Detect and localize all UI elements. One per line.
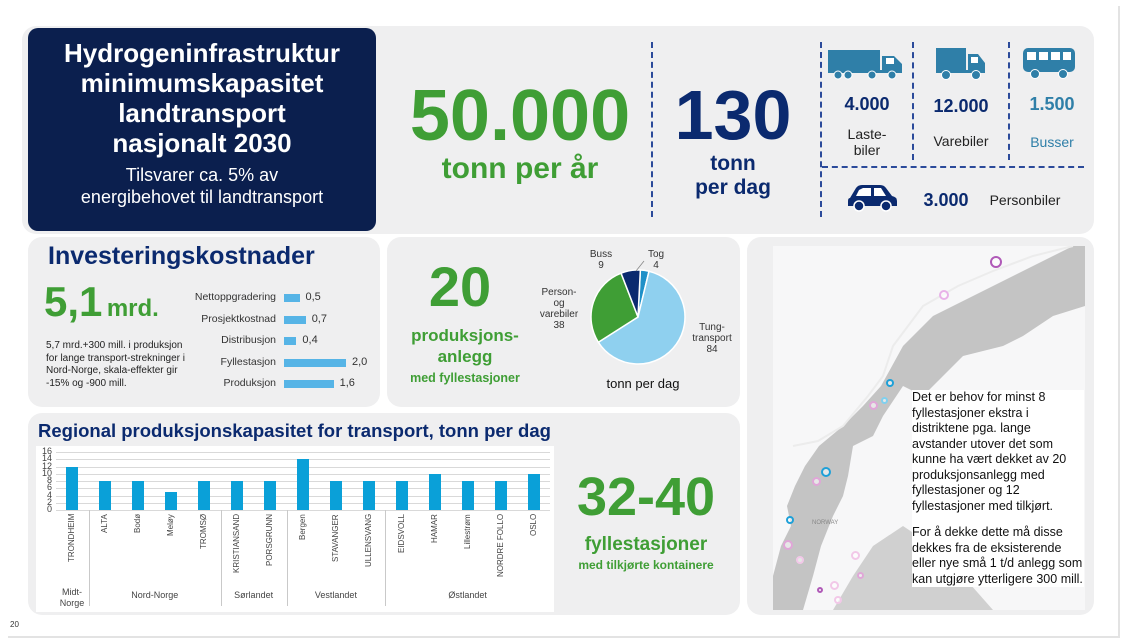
map-marker [812,477,821,486]
stations-label: fyllestasjoner [584,534,708,555]
production-label: anlegg [437,347,493,366]
regional-bar [198,481,210,510]
title-box [28,28,376,231]
map-note-paragraph: Det er behov for minst 8 fyllestasjoner ekstra i distriktene pga. lange avstander utover det som kunne ha vært dekket av 20 produksjonsanlegg med fyllestasjoner og 12 fyllestasjoner med tilkjørt. [912,390,1067,513]
tons-year-value: 50.000 [409,76,631,156]
y-tick-label: 4 [46,489,52,500]
investment-bar [284,316,306,324]
map-marker [857,572,864,579]
regional-bar [66,467,78,511]
car-value: 3.000 [923,190,969,210]
investment-bar-label: Produksjon [223,377,276,389]
truck-value: 4.000 [844,94,890,114]
tons-day-label: tonn [710,152,756,175]
x-tick-label: KRISTIANSAND [232,514,242,574]
x-tick-label: ULLENSVANG [363,514,373,568]
truck-label: Laste- [847,126,887,142]
x-tick-label: Bodø [133,514,143,534]
investment-note: 5,7 mrd.+300 mill. i produksjon for lange transport-strekninger i Nord-Norge, skala-effekter gir -15% og -900 mill. [46,340,185,389]
x-tick-label: EIDSVOLL [396,514,406,554]
regional-bar [396,481,408,510]
tons-day-value: 130 [674,76,792,154]
truck-icon [828,48,904,80]
x-tick-label: PORSGRUNN [265,514,275,567]
bus-value: 1.500 [1029,94,1075,114]
van-label: Varebiler [933,133,989,149]
investment-bar [284,337,296,345]
x-tick-label: HAMAR [429,514,439,543]
subtitle-line: Tilsvarer ca. 5% av [125,165,279,185]
regional-bar [462,481,474,510]
title-line: nasjonalt 2030 [112,128,292,158]
bus-icon [1023,48,1077,80]
gridline [56,510,550,511]
map-marker [830,581,839,590]
investment-bar [284,294,300,302]
x-tick-label: Bergen [298,514,307,540]
pie-slice-label: Buss 9 [589,249,613,271]
map-note [912,390,1084,587]
regional-bar [231,481,243,510]
subtitle-line: energibehovet til landtransport [80,187,324,207]
tons-year-label: tonn per år [441,152,599,185]
region-label: Midt-Norge [59,587,85,608]
investment-bar-label: Fyllestasjon [220,355,276,368]
pie-slice-label: Tung-transport 84 [692,322,732,355]
investment-bar-value: 0,4 [302,334,318,346]
van-value: 12.000 [933,96,989,116]
regional-chart-area [36,446,554,612]
map-marker [990,256,1002,268]
map-label: NORWAY [812,520,839,526]
divider [651,42,653,217]
region-label: Sørlandet [234,590,274,600]
map-marker [821,467,831,477]
investment-bar [284,359,346,367]
map-marker [786,516,794,524]
regional-bar [165,492,177,510]
map-marker [881,397,888,404]
y-tick-label: 10 [41,467,52,478]
pie-slice-label: Tog 4 [647,249,665,271]
regional-bar [363,481,375,510]
investment-bar-value: 0,5 [305,291,321,303]
map-marker [869,401,878,410]
x-tick-label: TRONDHEIM [67,514,77,563]
map-marker [834,596,842,604]
investment-total-value: 5,1 [44,278,103,325]
pie-chart [530,245,735,390]
y-tick-label: 14 [41,453,52,464]
map-note-paragraph: For å dekke dette må disse dekkes fra de eksisterende eller nye små 1 t/d anlegg som kan utgjøre ytterligere 300 mill. [912,525,1083,586]
x-tick-label: Meløy [166,514,176,536]
regional-bar [132,481,144,510]
investment-total [44,278,159,326]
divider [820,42,822,217]
gridline [56,452,550,453]
tons-day-label: per dag [695,176,771,199]
map-marker [783,540,793,550]
truck-label: biler [853,142,881,158]
regional-heading: Regional produksjonskapasitet for transport, tonn per dag [38,420,551,441]
region-label: Vestlandet [314,590,357,600]
investment-bar [284,380,334,388]
car-label: Personbiler [989,192,1061,208]
regional-bar [297,459,309,510]
x-tick-label: STAVANGER [330,514,340,562]
region-label: Nord-Norge [131,590,179,600]
investment-heading: Investeringskostnader [48,242,315,270]
x-tick-label: TROMSØ [199,514,209,550]
regional-bar [429,474,441,510]
divider [822,166,1084,168]
map-marker [817,587,823,593]
production-count: 20 [428,255,492,318]
regional-bar [528,474,540,510]
pie-slice-label: Person-og varebiler 38 [539,287,579,331]
investment-bar-value: 0,7 [311,312,327,325]
bus-label: Busser [1030,134,1074,150]
divider [912,42,914,160]
map-marker [886,379,894,387]
investment-bar-value: 1,6 [339,377,355,389]
investment-bar-label: Nettoppgradering [194,291,276,303]
stations-value: 32-40 [576,467,716,527]
y-tick-label: 6 [46,482,52,493]
pie-caption: tonn per dag [606,376,680,391]
car-icon [846,182,898,212]
y-tick-label: 8 [46,475,52,485]
regional-bar [495,481,507,510]
regional-bar [330,481,342,510]
divider [1008,42,1010,160]
regional-bar [264,481,276,510]
regional-bar [99,481,111,510]
investment-bar-value: 2,0 [352,355,368,368]
stations-sublabel: med tilkjørte kontainere [578,558,714,572]
map-marker [851,551,860,560]
x-tick-label: ALTA [100,514,110,533]
page-number: 20 [10,620,19,629]
y-tick-label: 12 [41,460,52,471]
map-marker [939,290,949,300]
title-line: Hydrogeninfrastruktur [64,38,340,68]
y-tick-label: 16 [41,446,52,456]
title-line: landtransport [118,98,286,128]
x-tick-label: OSLO [528,514,538,537]
investment-bar-label: Distribusjon [221,334,276,346]
production-sublabel: med fyllestasjoner [410,371,520,385]
region-label: Østlandet [448,590,487,600]
y-tick-label: 0 [46,504,52,514]
investment-total-unit: mrd. [106,295,159,322]
investment-bar-label: Prosjektkostnad [201,312,276,325]
title-line: minimumskapasitet [80,68,324,98]
x-tick-label: Lillestrøm [462,514,472,549]
y-tick-label: 2 [46,496,52,507]
production-label: produksjons- [411,326,519,345]
van-icon [936,46,986,80]
map-marker [796,556,804,564]
x-tick-label: NORDRE FOLLO [495,514,505,578]
